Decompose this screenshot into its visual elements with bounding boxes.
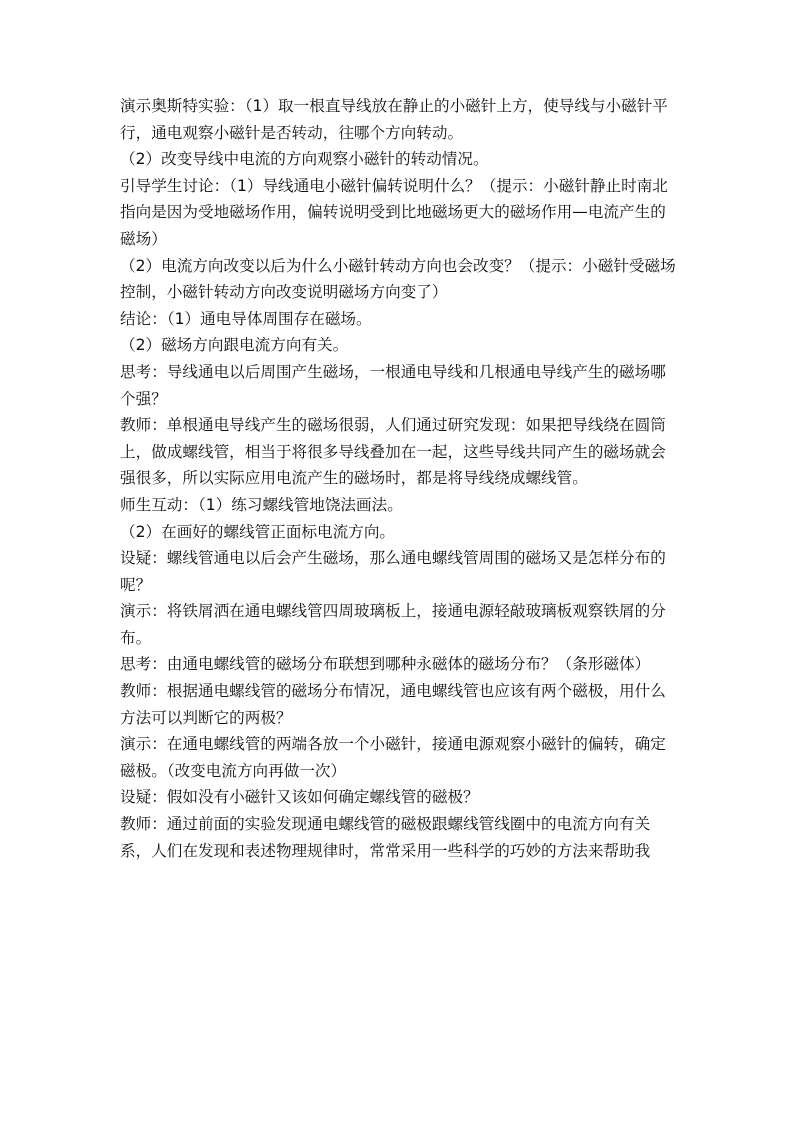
body-text bbox=[120, 93, 680, 864]
paragraph-discussion-2: （2）电流方向改变以后为什么小磁针转动方向也会改变？（提示：小磁针受磁场控制，小磁针转动方向改变说明磁场方向变了） bbox=[120, 256, 676, 302]
paragraph-question-2: 设疑：假如没有小磁针又该如何确定螺线管的磁极？ bbox=[120, 788, 479, 807]
paragraph-teacher-2: 教师：根据通电螺线管的磁场分布情况，通电螺线管也应该有两个磁极，用什么方法可以判断它的两极？ bbox=[120, 682, 666, 727]
paragraph-think-1: 思考：导线通电以后周围产生磁场，一根通电导线和几根通电导线产生的磁场哪个强？ bbox=[120, 362, 666, 408]
paragraph-question-1: 设疑：螺线管通电以后会产生磁场，那么通电螺线管周围的磁场又是怎样分布的呢？ bbox=[120, 549, 666, 594]
paragraph-conclusion-1: 结论：（1）通电导体周围存在磁场。 bbox=[120, 309, 372, 328]
paragraph-interaction-1: 师生互动：（1）练习螺线管地饶法画法。 bbox=[120, 495, 403, 514]
paragraph-conclusion-2: （2）磁场方向跟电流方向有关。 bbox=[120, 336, 349, 355]
paragraph-think-2: 思考：由通电螺线管的磁场分布联想到哪种永磁体的磁场分布？（条形磁体） bbox=[120, 655, 651, 674]
paragraph-discussion-1: 引导学生讨论：（1）导线通电小磁针偏转说明什么？（提示：小磁针静止时南北指向是因为受地磁场作用，偏转说明受到比地磁场更大的磁场作用—电流产生的磁场） bbox=[120, 176, 668, 248]
paragraph-oersted-demo: 演示奥斯特实验：（1）取一根直导线放在静止的小磁针上方，使导线与小磁针平行，通电观察小磁针是否转动，往哪个方向转动。 bbox=[120, 97, 668, 142]
paragraph-interaction-2: （2）在画好的螺线管正面标电流方向。 bbox=[120, 522, 396, 541]
paragraph-teacher-1: 教师：单根通电导线产生的磁场很弱，人们通过研究发现：如果把导线绕在圆筒上，做成螺线管，相当于将很多导线叠加在一起，这些导线共同产生的磁场就会强很多，所以实际应用电流产生的磁场时，都是将导线绕成螺线管。 bbox=[120, 416, 666, 488]
paragraph-demo-iron: 演示：将铁屑洒在通电螺线管四周玻璃板上，接通电源轻敲玻璃板观察铁屑的分布。 bbox=[120, 602, 666, 647]
paragraph-demo-compass: 演示：在通电螺线管的两端各放一个小磁针，接通电源观察小磁针的偏转，确定磁极。（改变电流方向再做一次） bbox=[120, 735, 666, 780]
paragraph-teacher-3: 教师：通过前面的实验发现通电螺线管的磁极跟螺线管线圈中的电流方向有关系，人们在发现和表述物理规律时，常常采用一些科学的巧妙的方法来帮助我 bbox=[120, 815, 651, 860]
paragraph-change-current: （2）改变导线中电流的方向观察小磁针的转动情况。 bbox=[120, 150, 489, 169]
